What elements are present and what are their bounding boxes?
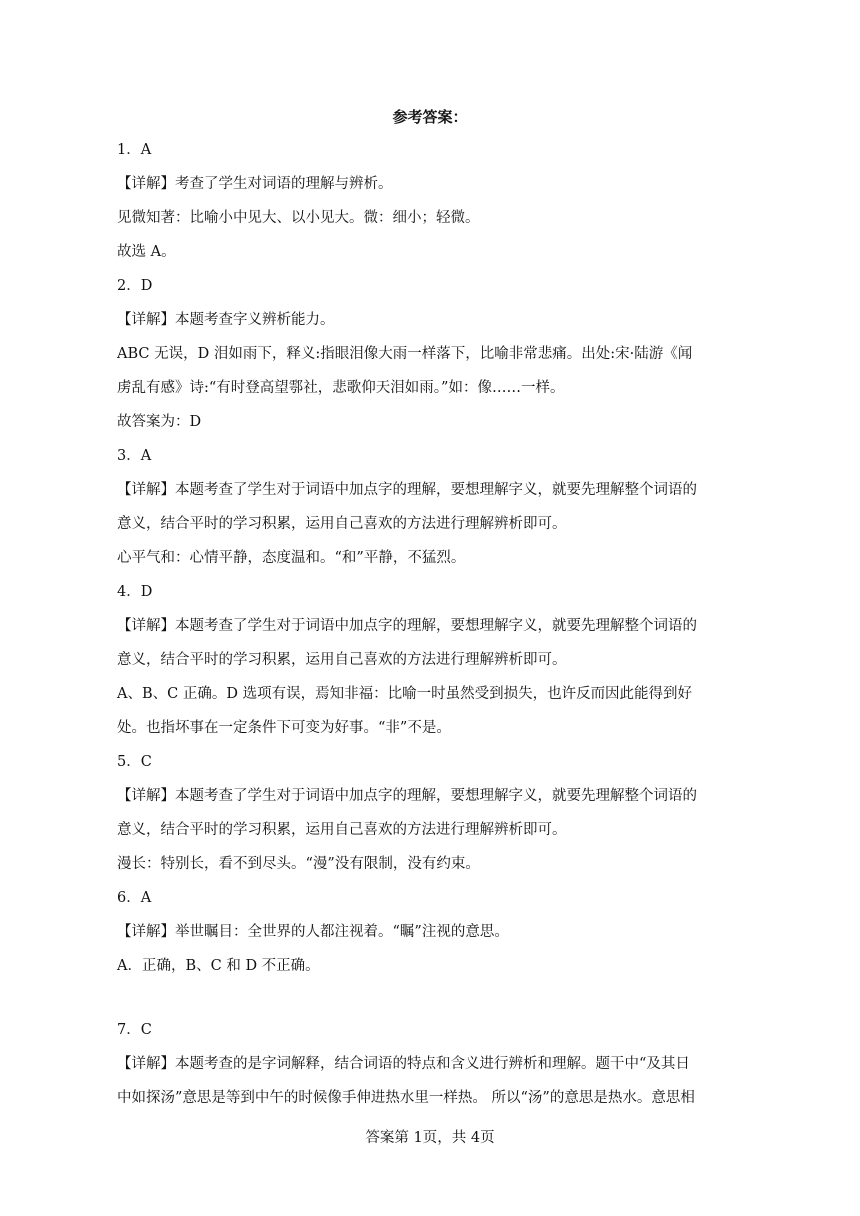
answer-line: 【详解】本题考查的是字词解释，结合词语的特点和含义进行辨析和理解。题干中“及其日 [117,1056,690,1072]
answer-line: ABC 无误，D 泪如雨下，释义:指眼泪像大雨一样落下，比喻非常悲痛。出处:宋·陆游《闻 [117,346,693,362]
answer-line: 中如探汤”意思是等到中午的时候像手伸进热水里一样热。 所以“汤”的意思是热水。意思相 [117,1090,695,1106]
answer-list [117,133,745,1115]
answer-line: 见微知著：比喻小中见大、以小见大。微：细小；轻微。 [117,210,480,226]
answer-label: 2．D [117,278,153,294]
answer-line: 意义，结合平时的学习积累，运用自己喜欢的方法进行理解辨析即可。 [117,822,567,838]
answer-line: 漫长：特别长，看不到尽头。“漫”没有限制，没有约束。 [117,856,480,872]
answer-label: 1．A [117,142,152,158]
answer-line: A、B、C 正确。D 选项有误，焉知非福：比喻一时虽然受到损失，也许反而因此能得到好 [117,686,693,702]
answer-line: 虏乱有感》诗:“有时登高望鄠社，悲歌仰天泪如雨。”如：像……一样。 [117,380,565,396]
answer-line: 故答案为：D [117,414,202,430]
answer-line: 【详解】举世瞩目：全世界的人都注视着。“瞩”注视的意思。 [117,924,509,940]
answer-label: 3．A [117,448,152,464]
answer-line: 【详解】本题考查了学生对于词语中加点字的理解，要想理解字义，就要先理解整个词语的 [117,482,697,498]
answer-line: A．正确，B、C 和 D 不正确。 [117,958,320,974]
answer-line: 【详解】本题考查了学生对于词语中加点字的理解，要想理解字义，就要先理解整个词语的 [117,788,697,804]
answer-line: 处。也指坏事在一定条件下可变为好事。“非”不是。 [117,720,451,736]
answer-label: 4．D [117,584,153,600]
answer-line: 【详解】本题考查字义辨析能力。 [117,312,335,328]
spacer [117,983,745,1013]
page-title: 参考答案： [392,108,468,126]
answer-line: 心平气和：心情平静，态度温和。“和”平静，不猛烈。 [117,550,466,566]
page-footer: 答案第 1页，共 4页 [365,1130,495,1146]
answer-label: 6．A [117,890,152,906]
answer-line: 【详解】本题考查了学生对于词语中加点字的理解，要想理解字义，就要先理解整个词语的 [117,618,697,634]
answer-line: 意义，结合平时的学习积累，运用自己喜欢的方法进行理解辨析即可。 [117,652,567,668]
answer-line: 故选 A。 [117,244,176,260]
answer-label: 7．C [117,1022,152,1038]
answer-line: 意义，结合平时的学习积累，运用自己喜欢的方法进行理解辨析即可。 [117,516,567,532]
answer-line: 【详解】考查了学生对词语的理解与辨析。 [117,176,393,192]
answer-label: 5．C [117,754,152,770]
